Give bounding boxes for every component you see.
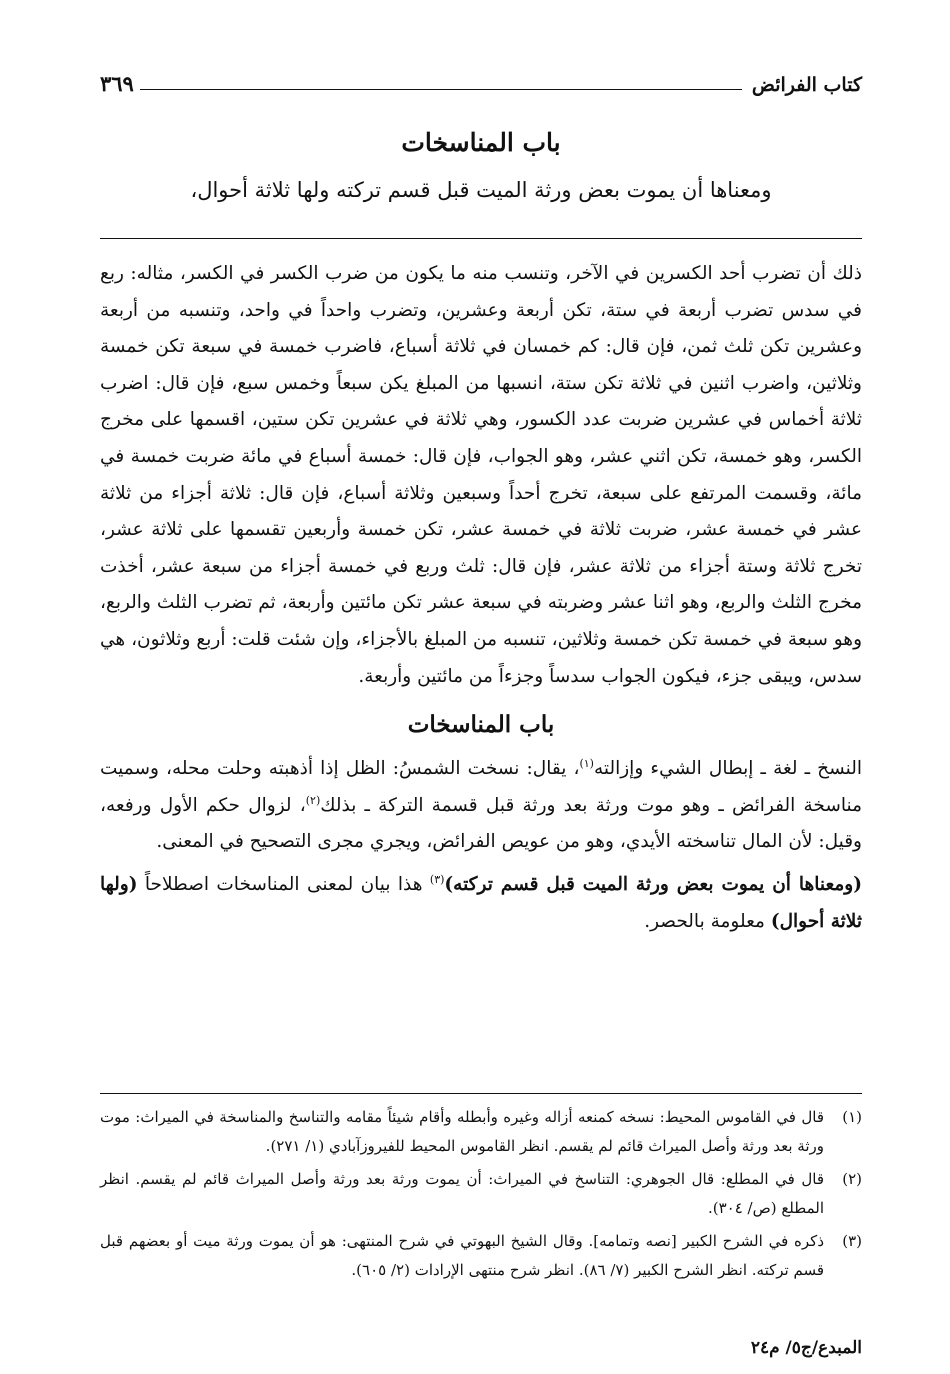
footnote-text: ذكره في الشرح الكبير [نصه وتمامه]. وقال الشيخ البهوتي في شرح المنتهى: هو أن يموت ورثة ميت أو بعضهم قبل قسم تركته. انظر الشرح الكبير (٧/ ٨٦). انظر شرح منتهى الإرادات (٢/ ٦٠٥). [100, 1232, 824, 1279]
paragraph-3-middle: هذا بيان لمعنى المناسخات اصطلاحاً [137, 873, 430, 895]
commentary-paragraph-1: ذلك أن تضرب أحد الكسرين في الآخر، وتنسب منه ما يكون من ضرب الكسر في الكسر، مثاله: ربع في سدس تضرب أربعة في ستة، تكن أربعة وعشرين، وتضرب واحداً في واحد، وتنسبه من أربعة وعشرين تكن ثلث ثمن، فإن قال: كم خمسان في ثلاثة أسباع، فاضرب خمسة في سبعة تكن خمسة وثلاثين، واضرب اثنين في ثلاثة تكن ستة، انسبها من المبلغ يكن سبعاً وخمس سبع، فإن قال: اضرب ثلاثة أخماس في عشرين ضربت عدد الكسور، وهي ثلاثة في عشرين تكن ستين، اقسمها على مخرج الكسر، وهو خمسة، تكن اثني عشر، وهو الجواب، فإن قال: خمسة أسباع في مائة ضربت خمسة في مائة، وقسمت المرتفع على سبعة، تخرج أحداً وسبعين وثلاثة أسباع، فإن قال: ثلاثة أجزاء من ثلاثة عشر في خمسة عشر، ضربت ثلاثة في خمسة عشر، تكن خمسة وأربعين تقسمها على ثلاثة عشر، تخرج ثلاثة وستة أجزاء من ثلاثة عشر، فإن قال: ثلث وربع في خمسة أجزاء من سبعة عشر، أخذت مخرج الثلث والربع، وهو اثنا عشر وضربته في سبعة عشر تكن مائتين وأربعة، ثم تضرب الثلث والربع، وهو سبعة في خمسة تكن خمسة وثلاثين، تنسبه من المبلغ بالأجزاء، وإن شئت قلت: أربع وثلاثون، هي سدس، ويبقى جزء، فيكون الجواب سدساً وجزءاً من مائتين وأربعة. [100, 263, 862, 687]
running-header [100, 62, 862, 96]
paragraph-2-part-b: ، يقال: نسخت الشمسُ: الظل إذا أذهبته وحلت محله، وسميت مناسخة الفرائض ـ وهو موت ورثة بعد ورثة قبل قسمة التركة ـ بذلك [100, 758, 862, 816]
matn-divider [100, 238, 862, 239]
footnote-divider [100, 1093, 862, 1094]
footnote-text: قال في القاموس المحيط: نسخه كمنعه أزاله وغيره وأبطله وأقام شيئاً مقامه والتناسخ والمناسخة في الميراث: موت ورثة بعد ورثة وأصل الميراث قائم لم يقسم. انظر القاموس المحيط للفيروزآبادي (١/ ٢٧١). [100, 1108, 824, 1155]
matn-text: ومعناها أن يموت بعض ورثة الميت قبل قسم تركته ولها ثلاثة أحوال، [190, 178, 772, 202]
matn-quote-2: (ولها ثلاثة أحوال) [100, 873, 862, 932]
footnote-number: (٣) [842, 1232, 862, 1250]
section-title: باب المناسخات [407, 711, 555, 739]
footnote-ref-3: (٣) [429, 872, 445, 886]
matn-chapter-title: باب المناسخات [401, 128, 561, 157]
footnote-2 [100, 1165, 862, 1223]
footnote-1 [100, 1103, 862, 1161]
footnote-ref-2: (٢) [305, 793, 321, 807]
matn-quote-1: (ومعناها أن يموت بعض ورثة الميت قبل قسم تركته) [444, 873, 862, 895]
header-rule [140, 89, 742, 90]
footnote-number: (١) [842, 1108, 862, 1126]
signature-mark: المبدع/ج٥/ م٢٤ [750, 1338, 862, 1358]
commentary-body [100, 256, 862, 940]
footnote-ref-1: (١) [579, 756, 594, 770]
footnote-3 [100, 1227, 862, 1285]
book-title: كتاب الفرائض [751, 74, 862, 96]
commentary-paragraph-3 [100, 867, 862, 940]
paragraph-3-end: معلومة بالحصر. [644, 910, 771, 932]
footnote-number: (٢) [842, 1170, 862, 1188]
commentary-paragraph-2 [100, 751, 862, 861]
footnote-text: قال في المطلع: قال الجوهري: التناسخ في الميراث: أن يموت ورثة بعد ورثة وأصل الميراث قائم لم يقسم. انظر المطلع (ص/ ٣٠٤). [100, 1170, 824, 1217]
paragraph-2-part-c: ، لزوال حكم الأول ورفعه، وقيل: لأن المال تناسخته الأيدي، وهو من عويص الفرائض، ويجري مجرى التصحيح في المعنى. [100, 794, 862, 853]
page-number: ٣٦٩ [100, 71, 134, 96]
footnotes [100, 1103, 862, 1289]
paragraph-2-part-a: النسخ ـ لغة ـ إبطال الشيء وإزالته [593, 758, 862, 780]
